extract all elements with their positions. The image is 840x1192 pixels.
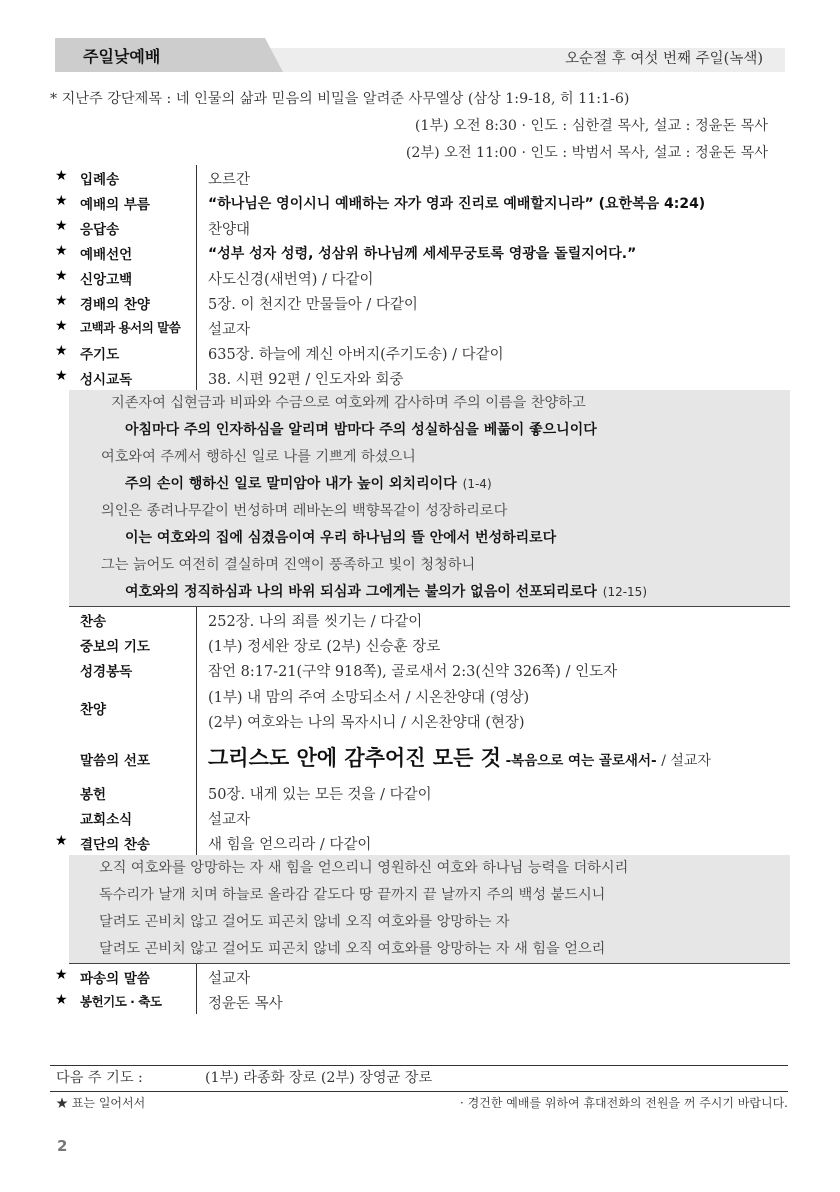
order-item (55, 607, 790, 632)
reading-text: 여호와여 주께서 행하신 일로 나를 기쁘게 하셨으니 (101, 449, 416, 465)
sermon-row (55, 734, 790, 780)
order-item-label: 교회소식 (80, 812, 133, 828)
closing-hymn-lyrics (69, 855, 790, 964)
reading-line (69, 498, 790, 525)
order-mid-list (55, 607, 790, 682)
divider-line (196, 830, 197, 855)
anthem-label: 찬양 (80, 702, 107, 718)
order-item-value: “성부 성자 성령, 성삼위 하나님께 세세무궁토록 영광을 돌릴지어다.” (208, 246, 637, 262)
order-item-value: 설교자 (208, 971, 251, 987)
reading-text: 지존자여 십현금과 비파와 수금으로 여호와께 감사하며 주의 이름을 찬양하고 (111, 395, 586, 411)
lyric-line: 달려도 곤비치 않고 걸어도 피곤치 않네 오직 여호와를 앙망하는 자 새 힘을 얻으리 (99, 941, 606, 957)
order-item-label: 파송의 말씀 (80, 971, 150, 987)
anthem-service-2: (2부) 여호와는 나의 목자시니 / 시온찬양대 (현장) (208, 715, 525, 731)
order-item (55, 780, 790, 805)
reading-verse-ref: (1-4) (462, 477, 492, 491)
order-item-value: 635장. 하늘에 계신 아버지(주기도송) / 다같이 (208, 347, 504, 363)
reading-text: 아침마다 주의 인자하심을 알리며 밤마다 주의 성실하심을 베풂이 좋으니이다 (125, 422, 597, 438)
divider-line (196, 964, 197, 989)
order-item-label: 봉헌기도 · 축도 (80, 994, 162, 1009)
divider-line (196, 805, 197, 830)
order-item-label: 경배의 찬양 (80, 297, 150, 313)
standing-star: ★ (55, 318, 68, 334)
reading-text: 이는 여호와의 집에 심겼음이여 우리 하나님의 뜰 안에서 번성하리로다 (125, 530, 557, 546)
order-item (55, 989, 790, 1014)
order-item (55, 964, 790, 989)
reading-line (69, 525, 790, 552)
order-item-value: 찬양대 (208, 222, 251, 238)
divider-line (196, 340, 197, 365)
order-item-value: 오르간 (208, 172, 251, 188)
order-item-value: 설교자 (208, 812, 251, 828)
divider-line (196, 265, 197, 290)
order-of-worship (55, 165, 790, 1014)
order-item (55, 165, 790, 190)
standing-star: ★ (55, 992, 68, 1008)
divider-line (196, 632, 197, 657)
order-item (55, 365, 790, 390)
page-number: 2 (57, 1137, 68, 1155)
section-title: 주일낮예배 (83, 47, 161, 66)
standing-star: ★ (55, 833, 68, 849)
order-item (55, 215, 790, 240)
service-2-info: (2부) 오전 11:00 · 인도 : 박범서 목사, 설교 : 정윤돈 목사 (405, 145, 768, 161)
divider-line (196, 315, 197, 340)
divider-line (196, 365, 197, 390)
order-item-label: 신앙고백 (80, 272, 133, 288)
reading-verse-ref: (12-15) (602, 585, 647, 599)
anthem-service-1: (1부) 내 맘의 주여 소망되소서 / 시온찬양대 (영상) (208, 690, 530, 706)
order-top-list (55, 165, 790, 390)
order-item-value: 정윤돈 목사 (208, 996, 283, 1012)
order-item-value: 50장. 내게 있는 모든 것을 / 다같이 (208, 787, 432, 803)
standing-star: ★ (55, 243, 68, 259)
reading-text: 의인은 종려나무같이 번성하며 레바논의 백향목같이 성장하리로다 (101, 503, 508, 519)
divider-line (196, 989, 197, 1014)
sermon-preacher: / 설교자 (661, 753, 711, 769)
next-week-label: 다음 주 기도 : (56, 1070, 143, 1086)
lyric-line: 독수리가 날개 치며 하늘로 올라감 같도다 땅 끝까지 끝 날까지 주의 백성 붙드시니 (99, 887, 606, 903)
order-item-label: 응답송 (80, 222, 120, 238)
order-item-value: 새 힘을 얻으리라 / 다같이 (208, 837, 372, 853)
reading-line (69, 390, 790, 417)
order-item-value: (1부) 정세완 장로 (2부) 신승훈 장로 (208, 639, 441, 655)
divider-line (196, 215, 197, 240)
service-1-info: (1부) 오전 8:30 · 인도 : 심한결 목사, 설교 : 정윤돈 목사 (414, 118, 768, 134)
order-item (55, 805, 790, 830)
next-week-prayer (50, 1065, 788, 1091)
divider-line (196, 165, 197, 190)
order-item-label: 예배의 부름 (80, 197, 150, 213)
order-end-list (55, 964, 790, 1014)
order-item-value: 5장. 이 천지간 만물들아 / 다같이 (208, 297, 418, 313)
order-item-value: “하나님은 영이시니 예배하는 자가 영과 진리로 예배할지니라” (요한복음 4:24) (208, 196, 706, 212)
order-item (55, 830, 790, 855)
divider-line (196, 657, 197, 682)
reading-text: 그는 늙어도 여전히 결실하며 진액이 풍족하고 빛이 청청하니 (101, 557, 476, 573)
order-item-label: 성시교독 (80, 372, 133, 388)
standing-note: ★ 표는 일어서서 (56, 1096, 146, 1110)
standing-star: ★ (55, 293, 68, 309)
standing-star: ★ (55, 193, 68, 209)
divider-line (196, 682, 197, 734)
order-item-value: 설교자 (208, 322, 251, 338)
reading-line (69, 579, 790, 606)
sermon-subtitle: -복음으로 여는 골로새서- (505, 753, 657, 769)
order-item (55, 632, 790, 657)
responsive-reading (69, 390, 790, 607)
reading-text: 여호와의 정직하심과 나의 바위 되심과 그에게는 불의가 없음이 선포되리로다 (125, 584, 597, 600)
footer (50, 1065, 788, 1114)
footer-notes (50, 1091, 788, 1114)
order-item-label: 중보의 기도 (80, 639, 150, 655)
order-item-label: 입례송 (80, 172, 120, 188)
divider-line (196, 290, 197, 315)
lyric-line: 달려도 곤비치 않고 걸어도 피곤치 않네 오직 여호와를 앙망하는 자 (99, 914, 510, 930)
order-item (55, 315, 790, 340)
reading-line (69, 417, 790, 444)
last-week-sermon: * 지난주 강단제목 : 네 인물의 삶과 믿음의 비밀을 알려준 사무엘상 (삼상 1:9-18, 히 11:1-6) (50, 91, 630, 107)
standing-star: ★ (55, 368, 68, 384)
standing-star: ★ (55, 343, 68, 359)
standing-star: ★ (55, 218, 68, 234)
reading-line (69, 471, 790, 498)
divider-line (196, 607, 197, 632)
order-item-value: 38. 시편 92편 / 인도자와 회중 (208, 372, 404, 388)
order-after-list (55, 780, 790, 855)
divider-line (196, 780, 197, 805)
liturgical-sunday: 오순절 후 여섯 번째 주일(녹색) (565, 51, 763, 67)
reading-text: 주의 손이 행하신 일로 말미암아 내가 높이 외치리이다 (125, 476, 457, 492)
reading-line (69, 444, 790, 471)
phone-note: · 경건한 예배를 위하여 휴대전화의 전원을 꺼 주시기 바랍니다. (460, 1096, 788, 1110)
order-item-value: 잠언 8:17-21(구약 918쪽), 골로새서 2:3(신약 326쪽) / 인도자 (208, 664, 618, 680)
order-item-label: 주기도 (80, 347, 120, 363)
order-item-label: 봉헌 (80, 787, 107, 803)
section-header (55, 38, 785, 72)
order-item-value: 252장. 나의 죄를 씻기는 / 다같이 (208, 614, 423, 630)
anthem-row (55, 682, 790, 734)
order-item-label: 예배선언 (80, 247, 133, 263)
standing-star: ★ (55, 967, 68, 983)
order-item-label: 결단의 찬송 (80, 837, 150, 853)
lyric-line: 오직 여호와를 앙망하는 자 새 힘을 얻으리니 영원하신 여호와 하나님 능력을 더하시리 (99, 860, 629, 876)
next-week-value: (1부) 라종화 장로 (2부) 장영균 장로 (205, 1070, 433, 1086)
divider-line (196, 240, 197, 265)
divider-line (196, 734, 197, 780)
order-item (55, 290, 790, 315)
order-item (55, 340, 790, 365)
order-item-label: 고백과 용서의 말씀 (80, 320, 181, 335)
divider-line (196, 190, 197, 215)
order-item (55, 190, 790, 215)
standing-star: ★ (55, 168, 68, 184)
sermon-line (208, 742, 711, 772)
service-info (50, 86, 790, 167)
standing-star: ★ (55, 268, 68, 284)
order-item (55, 240, 790, 265)
order-item-label: 찬송 (80, 614, 107, 630)
order-item (55, 265, 790, 290)
order-item-value: 사도신경(새번역) / 다같이 (208, 272, 374, 288)
order-item-label: 성경봉독 (80, 664, 133, 680)
reading-line (69, 552, 790, 579)
sermon-title: 그리스도 안에 감추어진 모든 것 (208, 746, 501, 770)
sermon-label: 말씀의 선포 (80, 753, 150, 769)
order-item (55, 657, 790, 682)
